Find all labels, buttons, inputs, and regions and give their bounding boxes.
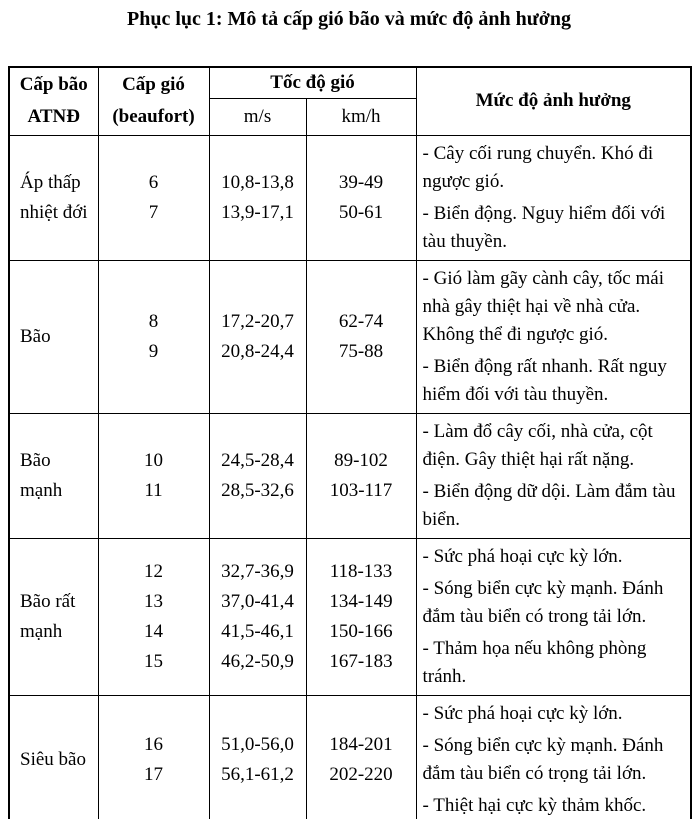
impact-item: - Sức phá hoại cực kỳ lớn. [422,545,623,567]
header-impact: Mức độ ảnh hưởng [416,67,691,135]
speed-kmh-value: 150-166 [329,620,393,642]
storm-category-cell: Áp thấp nhiệt đới [9,135,98,260]
impact-item: - Thiệt hại cực kỳ thảm khốc. [422,794,647,816]
beaufort-value: 11 [144,479,163,501]
speed-ms-value: 32,7-36,9 [221,560,294,582]
speed-ms-value: 13,9-17,1 [221,201,294,223]
speed-ms-value: 41,5-46,1 [221,620,294,642]
impact-cell [416,695,691,819]
speed-ms-cell [209,538,306,695]
speed-ms-value: 10,8-13,8 [221,171,294,193]
impact-cell [416,413,691,538]
speed-kmh-cell [306,260,416,413]
speed-kmh-value: 62-74 [338,310,384,332]
beaufort-value: 7 [148,201,159,223]
speed-kmh-cell [306,538,416,695]
speed-kmh-value: 167-183 [329,650,393,672]
speed-ms-value: 51,0-56,0 [221,733,294,755]
beaufort-value: 17 [144,763,163,785]
impact-cell [416,260,691,413]
speed-ms-cell [209,695,306,819]
header-storm-category [9,67,98,135]
impact-cell [416,538,691,695]
impact-item: - Sóng biển cực kỳ mạnh. Đánh đắm tàu biển có trọng tải lớn. [422,734,664,784]
header-beaufort [98,67,209,135]
beaufort-value: 8 [148,310,159,332]
speed-kmh-cell [306,695,416,819]
beaufort-cell [98,260,209,413]
impact-item: - Thảm họa nếu không phòng tránh. [422,637,647,687]
header-beaufort-line1: Cấp gió [122,74,185,96]
header-unit-kmh: km/h [306,98,416,135]
table-body [9,135,691,819]
header-storm-category-line1: Cấp bão [19,74,88,96]
header-storm-category-line2: ATNĐ [27,106,80,128]
impact-item: - Biển động dữ dội. Làm đắm tàu biển. [422,480,676,530]
impact-item: - Làm đổ cây cối, nhà cửa, cột điện. Gây thiệt hại rất nặng. [422,420,653,470]
beaufort-cell [98,413,209,538]
header-beaufort-line2: (beaufort) [112,106,195,128]
beaufort-cell [98,135,209,260]
speed-ms-value: 20,8-24,4 [221,340,294,362]
impact-item: - Biển động. Nguy hiểm đối với tàu thuyền. [422,202,666,252]
beaufort-value: 14 [144,620,163,642]
speed-ms-cell [209,135,306,260]
beaufort-value: 13 [144,590,163,612]
table-row [9,260,691,413]
beaufort-cell [98,695,209,819]
impact-item: - Cây cối rung chuyển. Khó đi ngược gió. [422,142,654,192]
speed-kmh-value: 103-117 [329,479,393,501]
beaufort-value: 6 [148,171,159,193]
beaufort-value: 12 [144,560,163,582]
speed-kmh-value: 39-49 [338,171,384,193]
impact-item: - Gió làm gãy cành cây, tốc mái nhà gây thiệt hại về nhà cửa. Không thể đi ngược gió. [422,267,664,345]
wind-scale-table [8,66,692,819]
speed-ms-value: 28,5-32,6 [221,479,294,501]
beaufort-cell [98,538,209,695]
table-header [9,67,691,135]
speed-kmh-value: 202-220 [329,763,393,785]
beaufort-value: 15 [144,650,163,672]
speed-ms-value: 46,2-50,9 [221,650,294,672]
speed-kmh-cell [306,413,416,538]
speed-ms-cell [209,260,306,413]
speed-ms-value: 56,1-61,2 [221,763,294,785]
storm-category-cell: Bão [9,260,98,413]
header-unit-ms: m/s [209,98,306,135]
header-wind-speed: Tốc độ gió [209,67,416,98]
speed-kmh-value: 75-88 [338,340,384,362]
speed-ms-value: 37,0-41,4 [221,590,294,612]
beaufort-value: 9 [148,340,159,362]
header-row-1 [9,67,691,98]
impact-cell [416,135,691,260]
speed-kmh-value: 118-133 [329,560,393,582]
table-row [9,695,691,819]
speed-ms-value: 17,2-20,7 [221,310,294,332]
speed-ms-cell [209,413,306,538]
table-row [9,135,691,260]
impact-item: - Biển động rất nhanh. Rất nguy hiểm đối với tàu thuyền. [422,355,667,405]
impact-item: - Sóng biển cực kỳ mạnh. Đánh đắm tàu biển có trong tải lớn. [422,577,664,627]
speed-kmh-value: 184-201 [329,733,393,755]
speed-kmh-value: 89-102 [334,449,388,471]
speed-kmh-value: 134-149 [329,590,393,612]
page-title: Phục lục 1: Mô tả cấp gió bão và mức độ ảnh hưởng [126,8,571,30]
storm-category-cell: Bão rất mạnh [9,538,98,695]
table-row [9,538,691,695]
impact-item: - Sức phá hoại cực kỳ lớn. [422,702,623,724]
beaufort-value: 10 [144,449,163,471]
storm-category-cell: Siêu bão [9,695,98,819]
table-row [9,413,691,538]
beaufort-value: 16 [144,733,163,755]
speed-kmh-cell [306,135,416,260]
speed-ms-value: 24,5-28,4 [221,449,294,471]
speed-kmh-value: 50-61 [338,201,384,223]
document-page [0,7,698,819]
storm-category-cell: Bão mạnh [9,413,98,538]
